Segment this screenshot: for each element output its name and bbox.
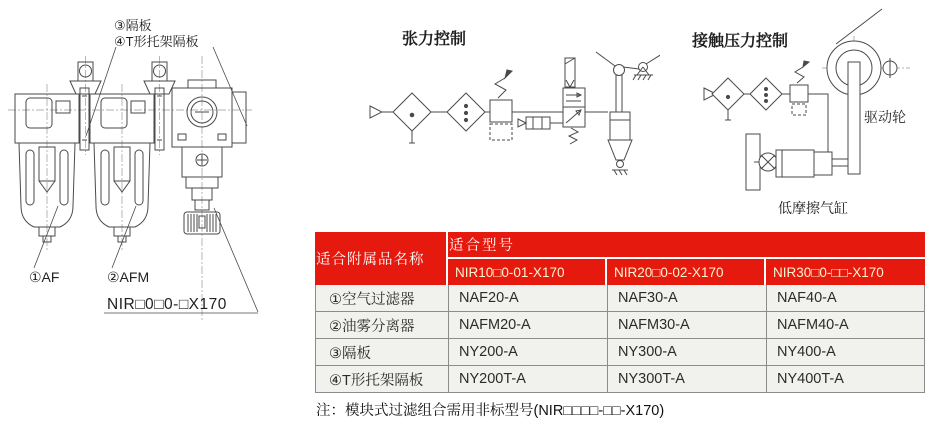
table-note: 注：模块式过滤组合需用非标型号(NIR□□□□-□□-X170) bbox=[316, 403, 665, 419]
table-row bbox=[315, 366, 925, 393]
regulator-unit bbox=[172, 80, 246, 234]
contact-pressure-diagram bbox=[658, 8, 930, 233]
support-bar bbox=[848, 62, 860, 174]
regulator-symbol bbox=[490, 70, 512, 140]
filter-symbol bbox=[712, 78, 744, 120]
spec-table bbox=[315, 232, 925, 393]
model-cell: NAFM30-A bbox=[607, 312, 766, 339]
regulator-symbol bbox=[790, 61, 809, 115]
model-col-header-nir10: NIR10□0-01-X170 bbox=[448, 259, 607, 285]
contact-title: 接触压力控制 bbox=[692, 33, 789, 50]
model-col-header-nir20: NIR20□0-02-X170 bbox=[607, 259, 766, 285]
model-cell: NY400T-A bbox=[766, 366, 925, 393]
callout-t-bracket: ④T形托架隔板 bbox=[114, 34, 199, 49]
assembly-model-code: NIR□0□0-□X170 bbox=[107, 296, 227, 313]
table-row bbox=[315, 339, 925, 366]
model-cell: NY300-A bbox=[607, 339, 766, 366]
drive-wheel-label: 驱动轮 bbox=[864, 109, 906, 125]
accessory-name-cell: ③隔板 bbox=[315, 339, 448, 366]
model-cell: NY200-A bbox=[448, 339, 607, 366]
mist-separator-symbol bbox=[750, 78, 782, 110]
supply-line bbox=[808, 94, 828, 152]
lever-arm-symbol bbox=[596, 52, 660, 80]
table-header-row-1 bbox=[315, 232, 925, 259]
assembly-drawing bbox=[0, 0, 315, 330]
accessory-name-cell: ④T形托架隔板 bbox=[315, 366, 448, 393]
valve-symbol bbox=[563, 58, 585, 144]
model-cell: NAF40-A bbox=[766, 285, 925, 312]
air-inlet-symbol bbox=[370, 106, 382, 118]
model-cell: NAF30-A bbox=[607, 285, 766, 312]
model-cell: NAF20-A bbox=[448, 285, 607, 312]
mist-separator-symbol bbox=[447, 93, 485, 131]
model-cell: NY400-A bbox=[766, 339, 925, 366]
afm-label: ②AFM bbox=[107, 269, 150, 285]
model-cell: NY300T-A bbox=[607, 366, 766, 393]
table-row bbox=[315, 285, 925, 312]
tension-title: 张力控制 bbox=[402, 31, 467, 48]
callout-partition: ③隔板 bbox=[114, 18, 152, 33]
suitable-model-header: 适合型号 bbox=[448, 232, 925, 259]
drive-wheel bbox=[822, 9, 910, 104]
model-cell: NY200T-A bbox=[448, 366, 607, 393]
model-cell: NAFM20-A bbox=[448, 312, 607, 339]
af-label: ①AF bbox=[29, 269, 60, 285]
filter-symbol bbox=[393, 93, 431, 143]
low-friction-cylinder-label: 低摩擦气缸 bbox=[778, 200, 848, 216]
low-friction-cylinder bbox=[746, 134, 848, 190]
model-col-header-nir30: NIR30□0-□□-X170 bbox=[766, 259, 925, 285]
tension-control-diagram bbox=[340, 8, 660, 230]
accessory-name-cell: ①空气过滤器 bbox=[315, 285, 448, 312]
speed-controller-symbol bbox=[518, 117, 563, 129]
model-cell: NAFM40-A bbox=[766, 312, 925, 339]
accessory-name-cell: ②油雾分离器 bbox=[315, 312, 448, 339]
cylinder-symbol bbox=[608, 65, 632, 176]
table-row bbox=[315, 312, 925, 339]
accessory-name-header: 适合附属品名称 bbox=[315, 232, 448, 285]
